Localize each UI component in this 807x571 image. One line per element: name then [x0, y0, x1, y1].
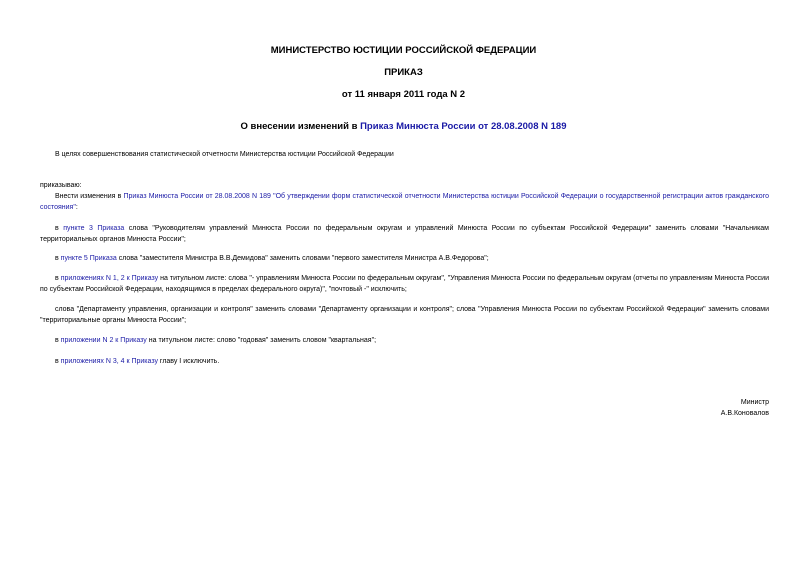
signature-title: Министр: [740, 399, 769, 406]
paragraph-3-text: в: [55, 255, 61, 262]
paragraph-2-text: в: [55, 225, 64, 232]
appendix-2-link[interactable]: приложении N 2 к Приказу: [60, 337, 147, 344]
paragraph-5: слова "Департаменту управления, организации и контроля" заменить словами "Департаменту организации и контроля"; слова "Управления Минюста России по субъектам Российской Федерации" заменить словами "территориальные органы Минюста России";: [40, 306, 769, 324]
paragraph-6-tail: на титульном листе: слово "годовая" заменить словом "квартальная";: [146, 337, 377, 344]
paragraph-3-tail: слова "заместителя Министра В.В.Демидова" заменить словами "первого заместителя Министра А.В.Федорова";: [116, 255, 489, 262]
paragraph-2-tail: слова "Руководителям управлений Минюста России по федеральным округам и управлений Минюста России по субъектам Российской Федерации" заменить словами "Начальникам территориальных органов Минюста России";: [40, 225, 769, 243]
appendix-3-4-link[interactable]: приложениях N 3, 4 к Приказу: [60, 358, 158, 365]
paragraph-4-text: в: [55, 275, 61, 282]
paragraph-6: [40, 336, 769, 347]
ministry-heading: МИНИСТЕРСТВО ЮСТИЦИИ РОССИЙСКОЙ ФЕДЕРАЦИИ: [270, 45, 537, 56]
paragraph-7-tail: главу I исключить.: [157, 358, 220, 365]
document-type-heading: ПРИКАЗ: [384, 67, 423, 78]
paragraph-3: [40, 254, 769, 265]
subject-prefix: О внесении изменений в: [240, 121, 361, 132]
paragraph-2: [40, 224, 769, 245]
appendix-1-2-link[interactable]: приложениях N 1, 2 к Приказу: [60, 275, 159, 282]
paragraph-7: [40, 357, 769, 368]
order-word: приказываю:: [40, 182, 82, 189]
signature-name: А.В.Коновалов: [720, 410, 769, 417]
paragraph-1-text: Внести изменения в: [55, 193, 124, 200]
point-5-link[interactable]: пункте 5 Приказа: [60, 255, 117, 262]
document-date-number: от 11 января 2011 года N 2: [341, 89, 466, 100]
point-3-link[interactable]: пункте 3 Приказа: [63, 225, 125, 232]
paragraph-4: [40, 274, 769, 295]
document-subject: [0, 121, 807, 133]
paragraph-7-text: в: [55, 358, 61, 365]
paragraph-4-tail: на титульном листе: слова "- управлениям Минюста России по федеральным округам", "Управления Минюста России по федеральным округам (отчеты по управлениям Минюста России по субъектам Российской Федерации, находящимся в пределах федерального округа)", "почтовый -" исключить;: [40, 275, 769, 293]
order-189-link[interactable]: Приказ Минюста России от 28.08.2008 N 189 "Об утверждении форм статистической отчетности Министерства юстиции Российской Федерации о государственной регистрации актов гражданского состояния": [40, 193, 769, 211]
subject-order-link[interactable]: Приказ Минюста России от 28.08.2008 N 189: [360, 121, 567, 132]
preamble-paragraph: В целях совершенствования статистической отчетности Министерства юстиции Российской Федерации: [55, 151, 394, 158]
paragraph-1: [40, 192, 769, 213]
paragraph-1-tail: :: [75, 203, 78, 211]
paragraph-6-text: в: [55, 337, 61, 344]
